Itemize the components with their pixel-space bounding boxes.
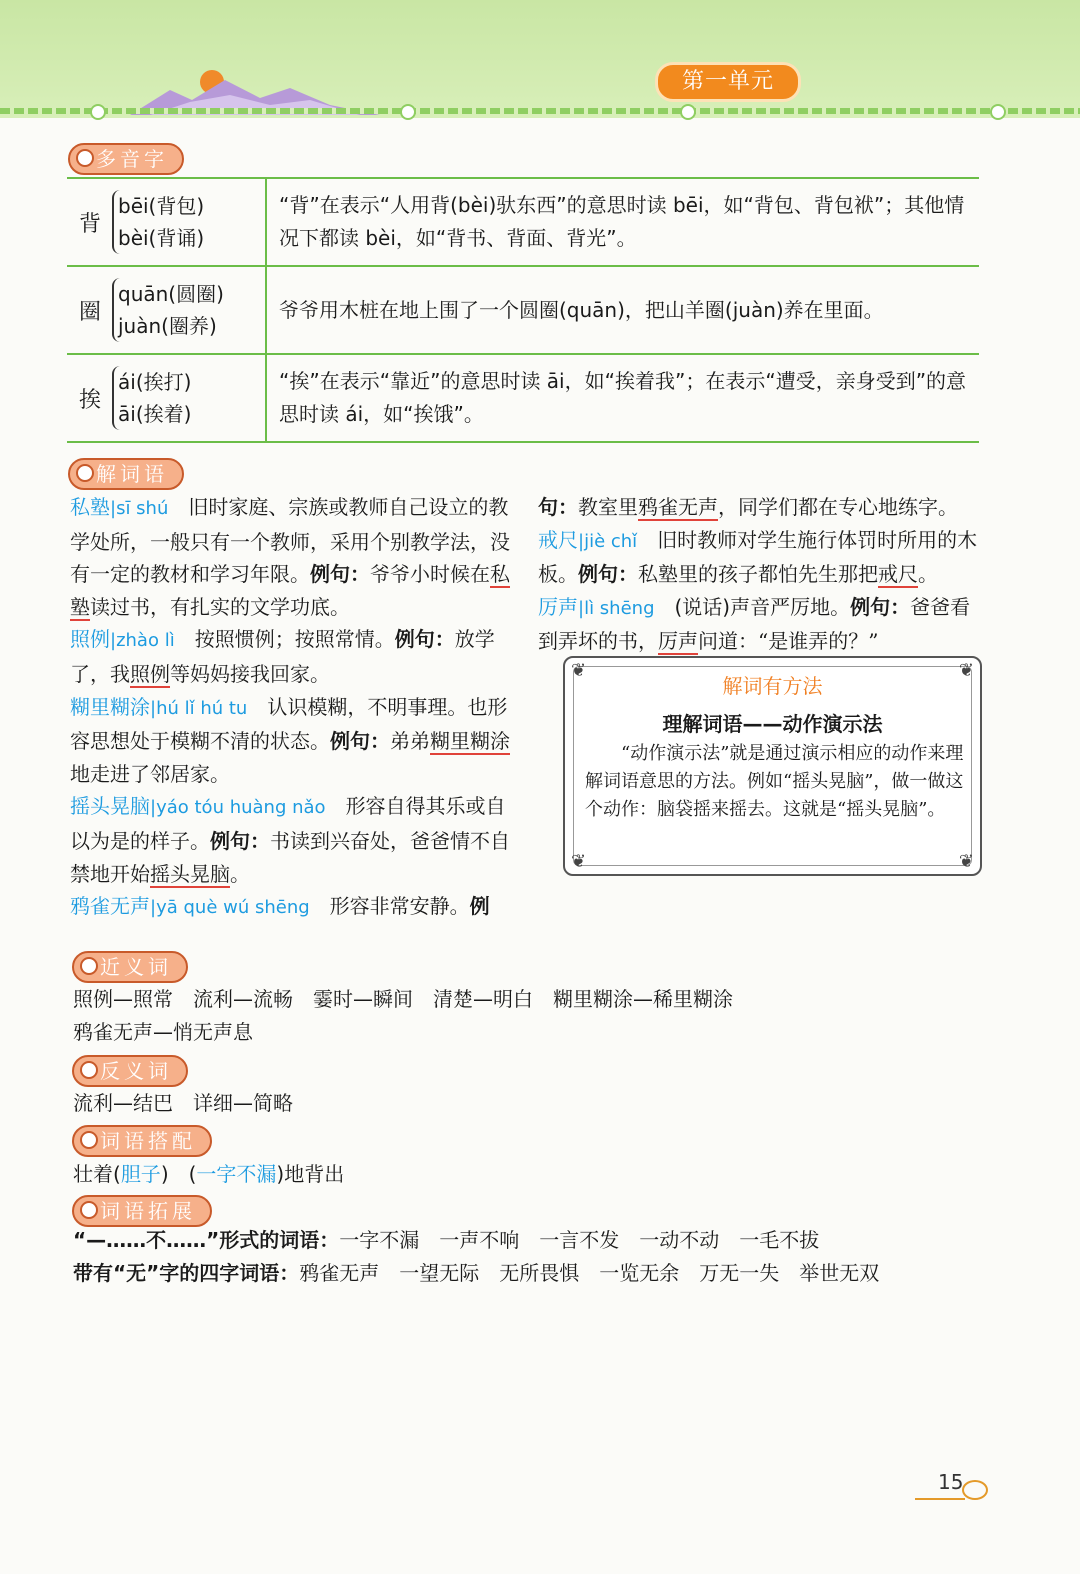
word-entry: 戒尺|jiè chǐ 旧时教师对学生施行体罚时所用的木板。例句：私塾里的孩子都怕先生那把戒尺。 [538, 527, 978, 587]
extension-words: 鸦雀无声 一望无际 无所畏惧 一览无余 万无一失 举世无双 [299, 1261, 880, 1285]
swirl-icon [80, 1131, 98, 1149]
leaf-ornament-icon: ❦ [571, 660, 587, 681]
word-entry: 糊里糊涂|hú lǐ hú tu 认识模糊，不明事理。也形容思想处于模糊不清的状态。例句：弟弟糊里糊涂地走进了邻居家。 [70, 694, 510, 786]
page-ornament-line [915, 1498, 965, 1500]
word-def: 按照惯例；按照常情。 [194, 627, 395, 652]
collocation-word: 一字不漏 [196, 1162, 277, 1186]
table-row [67, 354, 979, 442]
example-text: 书读到兴奋处，爸爸情不自禁地开始 [70, 828, 510, 886]
header-divider [0, 108, 1080, 114]
word-def: 认识模糊，不明事理。也形容思想处于模糊不清的状态。 [70, 694, 508, 754]
example-label: 例句： [310, 562, 370, 587]
example-label: 例句： [330, 729, 390, 754]
swirl-icon [80, 1061, 98, 1079]
reading-brace [112, 190, 204, 254]
collocation-text: 壮着( [73, 1162, 121, 1186]
method-body: “动作演示法”就是通过演示相应的动作来理解词语意思的方法。例如“摇头晃脑”，做一做这个动作：脑袋摇来摇去。这就是“摇头晃脑”。 [585, 743, 964, 820]
example-text: 放学了，我 [70, 627, 495, 686]
table-row [67, 178, 979, 266]
reading: juàn(圈养) [118, 314, 217, 338]
word-pinyin: zhào lì [116, 630, 175, 652]
word-entry: 摇头晃脑|yáo tóu huàng nǎo 形容自得其乐或自以为是的样子。例句：书读到兴奋处，爸爸情不自禁地开始摇头晃脑。 [70, 794, 510, 886]
word-term: 照例 [70, 627, 110, 652]
polyphone-desc: “背”在表示“人用背(bèi)驮东西”的意思时读 bēi，如“背包、背包袱”；其他情况下都读 bèi，如“背书、背面、背光”。 [266, 178, 979, 266]
synonym-line: 照例—照常 流利—流畅 霎时—瞬间 清楚—明白 糊里糊涂—稀里糊涂 [73, 987, 733, 1011]
example-label: 例句： [210, 828, 270, 853]
word-pinyin: jiè chǐ [584, 530, 638, 552]
word-def: 旧时教师对学生施行体罚时所用的木板。 [538, 527, 978, 587]
example-text: 教室里 [578, 495, 638, 519]
swirl-icon [76, 149, 94, 167]
reading: ái(挨打) [118, 370, 192, 394]
reading: bēi(背包) [118, 194, 205, 218]
section-title: 多音字 [96, 147, 168, 171]
header-dot [400, 104, 416, 120]
polyphone-char: 圈 [78, 299, 101, 325]
section-tag-synonym [72, 951, 188, 983]
synonym-list [73, 983, 733, 1049]
header-dot [90, 104, 106, 120]
reading: quān(圆圈) [118, 282, 224, 306]
synonym-line: 鸦雀无声—悄无声息 [73, 1020, 253, 1044]
leaf-ornament-icon: ❦ [958, 660, 974, 681]
leaf-ornament-icon: ❦ [958, 851, 974, 872]
method-title: 解词有方法 [722, 674, 823, 698]
word-pinyin: yā què wú shēng [156, 897, 310, 919]
extension-list [73, 1224, 879, 1290]
word-def: 旧时家庭、宗族或教师自己设立的教学处所，一般只有一个教师，采用个别教学法，没有一定的教材和学习年限。 [70, 495, 510, 587]
example-text: 弟弟 [390, 729, 430, 754]
example-keyword: 厉声 [658, 629, 698, 654]
polyphone-char: 挨 [78, 387, 101, 413]
example-text: 爸爸看到弄坏的书， [538, 594, 971, 654]
collocation-word: 胆子 [120, 1162, 161, 1186]
example-label: 句： [538, 495, 578, 519]
page-number: 15 [938, 1470, 964, 1494]
word-entry: 私塾|sī shú 旧时家庭、宗族或教师自己设立的教学处所，一般只有一个教师，采用个别教学法，没有一定的教材和学习年限。例句：爷爷小时候在私塾读过书，有扎实的文学功底。 [70, 495, 510, 619]
reading-brace [112, 278, 224, 342]
method-tip-box [563, 656, 982, 876]
word-pinyin: sī shú [116, 498, 169, 519]
word-term: 私塾 [70, 495, 110, 519]
header-dot [990, 104, 1006, 120]
section-tag-collocation [72, 1125, 212, 1157]
example-keyword: 鸦雀无声 [638, 495, 718, 519]
word-pinyin: lì shēng [584, 597, 655, 619]
example-text: 读过书，有扎实的文学功底。 [90, 594, 350, 619]
polyphone-table [67, 177, 979, 443]
polyphone-cell [67, 354, 266, 442]
example-text: 爷爷小时候在 [370, 562, 490, 587]
extension-line [73, 1257, 879, 1290]
word-list-left [70, 491, 520, 925]
swirl-icon [80, 957, 98, 975]
example-label: 例 [469, 894, 490, 919]
example-text: ，同学们都在专心地练字。 [718, 495, 958, 519]
extension-label: 带有“无”字的四字词语： [73, 1261, 300, 1285]
antonym-line: 流利—结巴 详细—简略 [73, 1091, 293, 1115]
polyphone-char: 背 [78, 211, 101, 237]
polyphone-desc: 爷爷用木桩在地上围了一个圆圈(quān)，把山羊圈(juàn)养在里面。 [266, 266, 979, 354]
example-keyword: 照例 [130, 661, 170, 686]
section-tag-explain [68, 458, 184, 490]
extension-words: 一字不漏 一声不响 一言不发 一动不动 一毛不拔 [339, 1228, 820, 1252]
polyphone-cell [67, 266, 266, 354]
word-entry: 厉声|lì shēng (说话)声音严厉地。例句：爸爸看到弄坏的书，厉声问道：“是谁弄的？” [538, 594, 971, 654]
example-keyword: 戒尺 [878, 562, 918, 587]
section-title: 解词语 [96, 462, 168, 486]
example-text: 。 [918, 562, 938, 587]
section-tag-polyphone [68, 143, 184, 175]
example-text: 私塾里的孩子都怕先生那把 [638, 562, 878, 587]
word-entry: 照例|zhào lì 按照惯例；按照常情。例句：放学了，我照例等妈妈接我回家。 [70, 627, 495, 686]
word-term: 戒尺 [538, 527, 578, 552]
header-dot [680, 104, 696, 120]
reading: āi(挨着) [118, 402, 192, 426]
swirl-icon [80, 1201, 98, 1219]
example-text: 问道：“是谁弄的？” [698, 629, 879, 654]
collocation-line [73, 1158, 344, 1191]
extension-line [73, 1224, 879, 1257]
word-def: 形容自得其乐或自以为是的样子。 [70, 794, 506, 853]
word-pinyin: hú lǐ hú tu [156, 697, 248, 719]
section-title: 近义词 [100, 955, 172, 979]
section-tag-extension [72, 1195, 212, 1227]
section-title: 词语拓展 [100, 1199, 196, 1223]
swirl-icon [76, 464, 94, 482]
word-entry: 鸦雀无声|yā què wú shēng 形容非常安静。例 [70, 894, 490, 919]
extension-label: “—……不……”形式的词语： [73, 1228, 340, 1252]
reading: bèi(背诵) [118, 226, 205, 250]
word-term: 厉声 [538, 594, 578, 619]
example-text: 地走进了邻居家。 [70, 761, 230, 786]
example-keyword: 摇头晃脑 [150, 861, 230, 886]
section-title: 词语搭配 [100, 1129, 196, 1153]
word-pinyin: yáo tóu huàng nǎo [156, 797, 326, 819]
polyphone-desc: “挨”在表示“靠近”的意思时读 āi，如“挨着我”；在表示“遭受，亲身受到”的意思时读 ái，如“挨饿”。 [266, 354, 979, 442]
example-label: 例句： [578, 562, 638, 587]
page-swirl-icon [962, 1480, 988, 1500]
mountain-sun-illustration [130, 60, 380, 115]
example-text: 。 [230, 861, 250, 886]
word-term: 糊里糊涂 [70, 694, 150, 719]
example-keyword: 糊里糊涂 [430, 729, 510, 754]
collocation-text: )地背出 [276, 1162, 345, 1186]
section-title: 反义词 [100, 1059, 172, 1083]
page-header [0, 0, 1080, 118]
table-row [67, 266, 979, 354]
word-def: 形容非常安静。 [329, 894, 470, 919]
reading-brace [112, 366, 191, 430]
section-tag-antonym [72, 1055, 188, 1087]
polyphone-cell [67, 178, 266, 266]
word-list-right [538, 491, 983, 658]
word-entry-continued [538, 491, 983, 524]
example-label: 例句： [394, 627, 455, 652]
example-keyword: 私塾 [70, 562, 510, 619]
word-def: (说话)声音严厉地。 [674, 594, 851, 619]
word-term: 摇头晃脑 [70, 794, 150, 819]
collocation-text: ) ( [160, 1162, 197, 1186]
word-term: 鸦雀无声 [70, 894, 150, 919]
example-label: 例句： [850, 594, 911, 619]
example-text: 等妈妈接我回家。 [170, 661, 330, 686]
unit-badge: 第一单元 [655, 62, 801, 102]
method-subtitle: 理解词语——动作演示法 [662, 712, 883, 736]
leaf-ornament-icon: ❦ [571, 851, 587, 872]
